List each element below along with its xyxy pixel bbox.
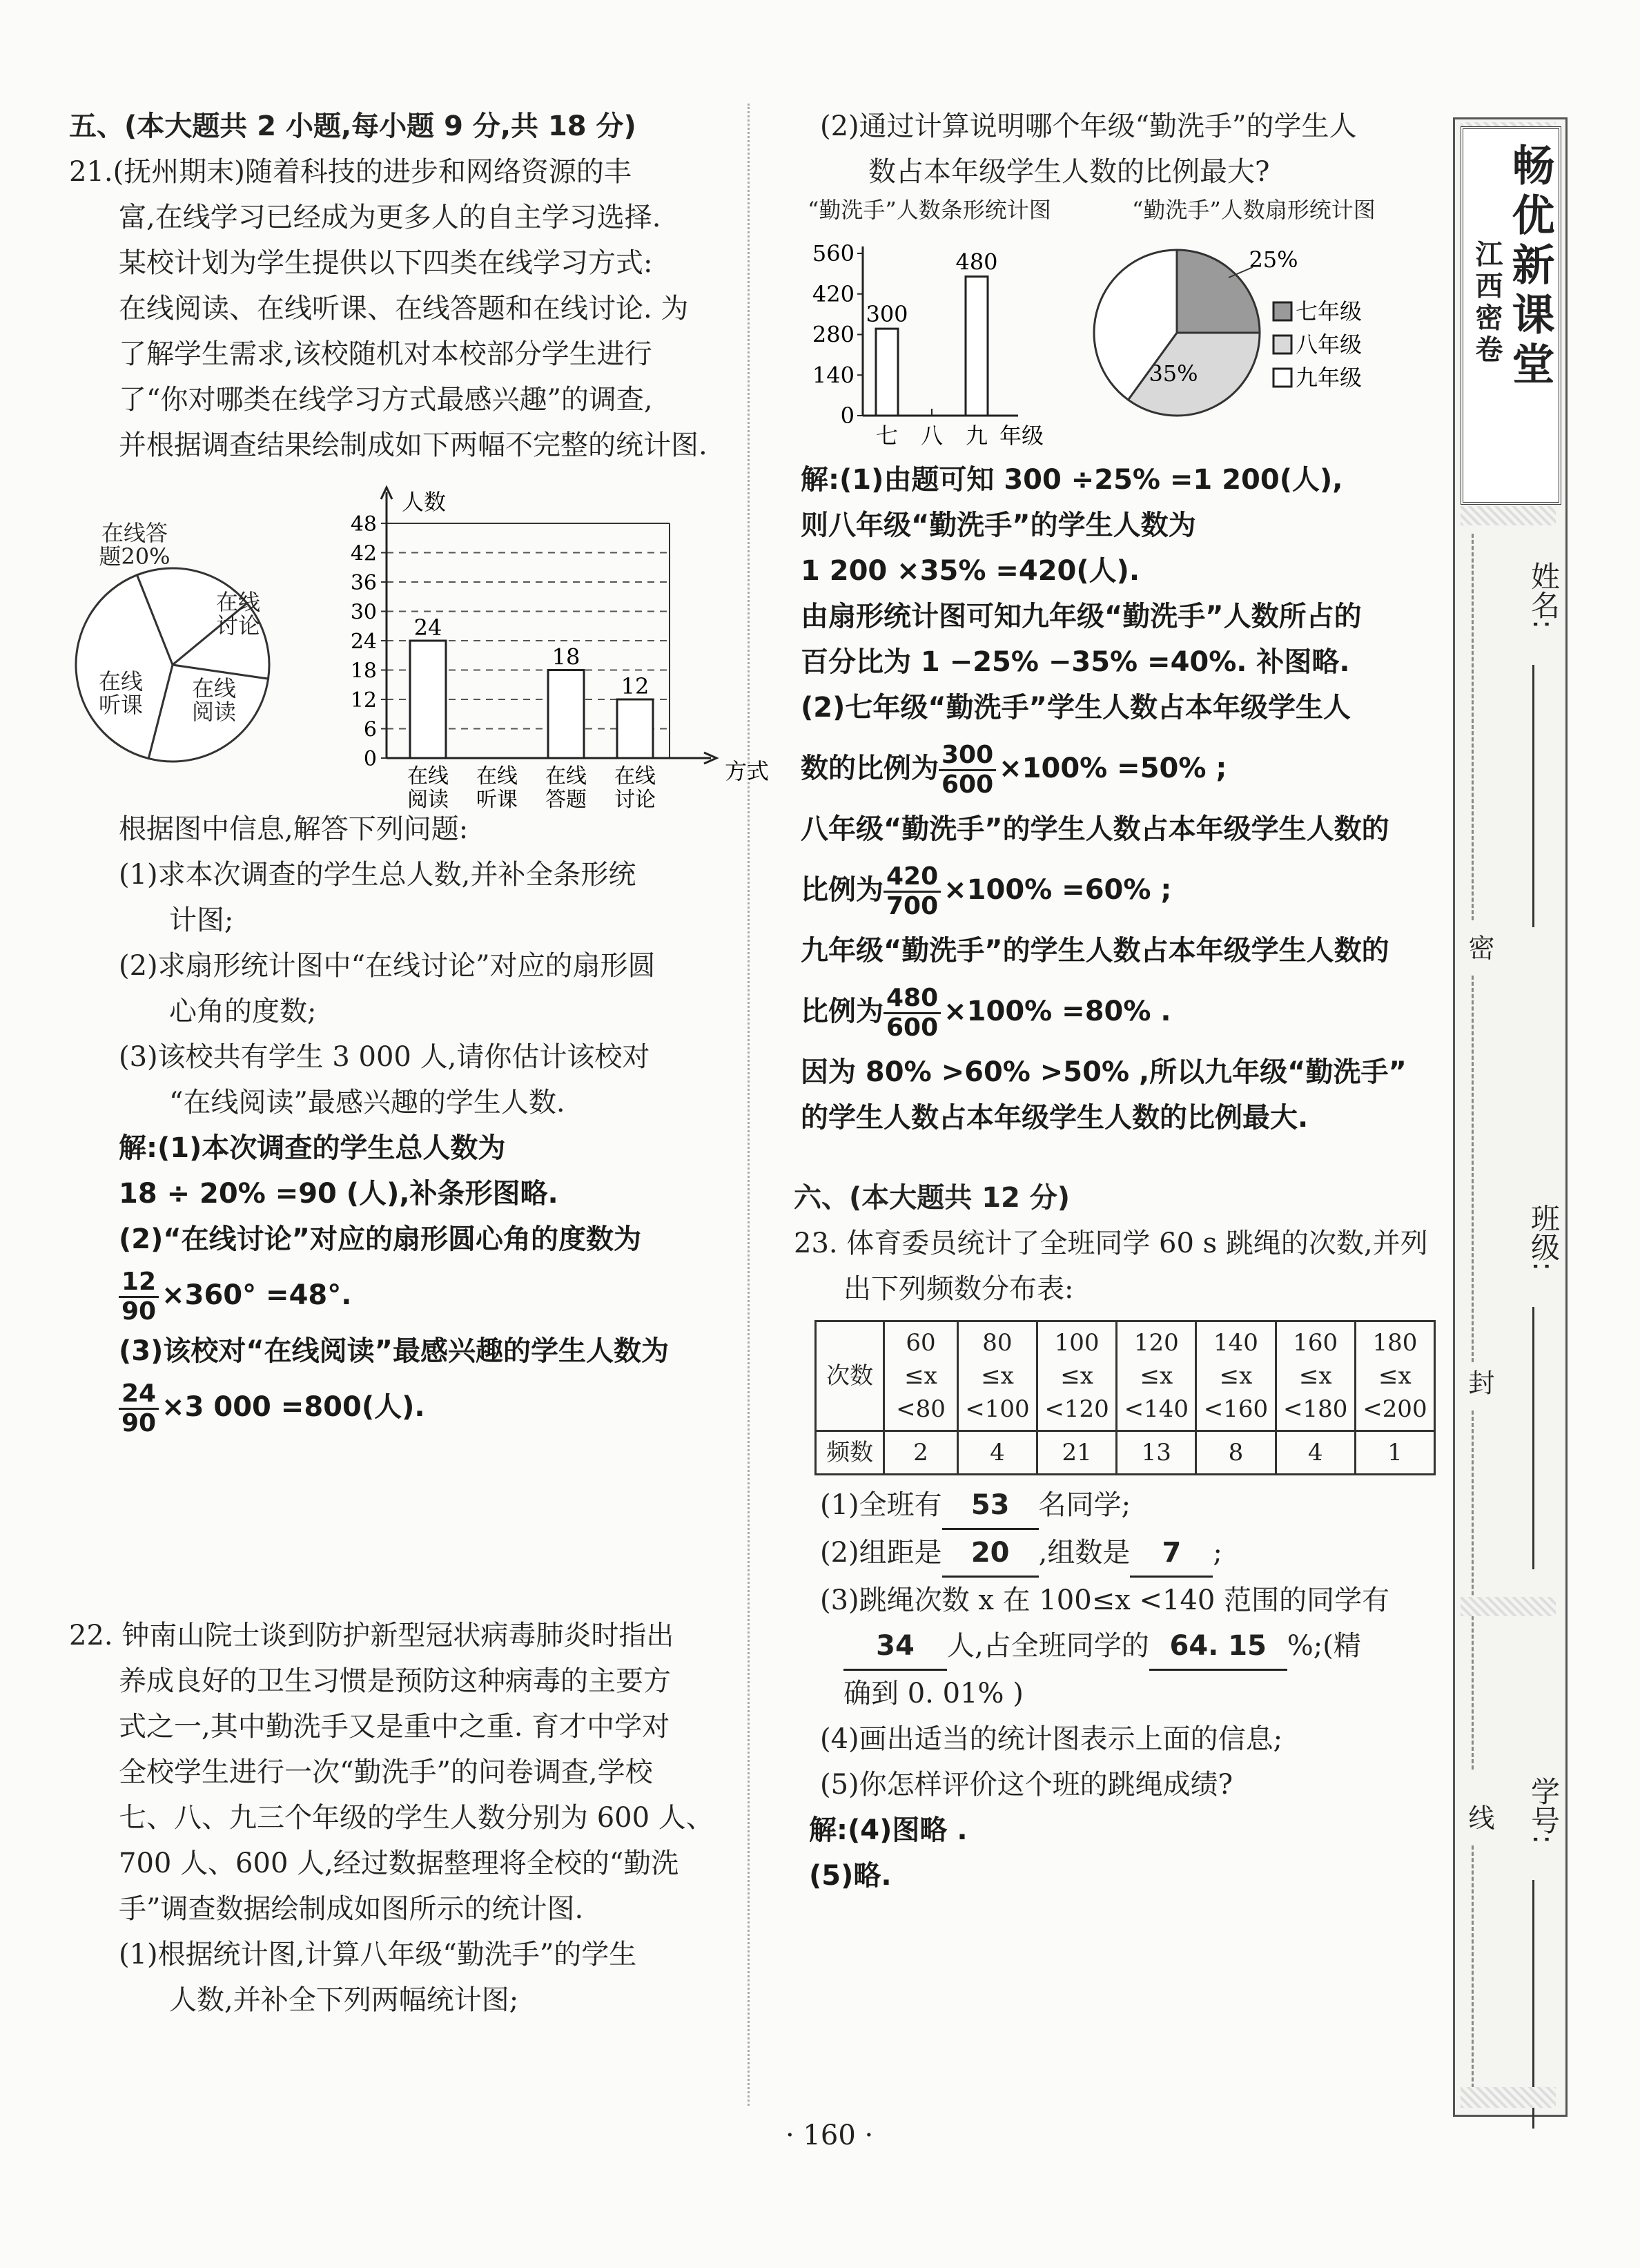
q22-sub1-cont: 人数,并补全下列两幅统计图; bbox=[169, 1984, 519, 2016]
seal-mark-feng: 封 bbox=[1464, 1369, 1494, 1395]
table-cell: 1 bbox=[1355, 1431, 1434, 1475]
frac-num: 24 bbox=[119, 1380, 159, 1410]
answer-blank: 20 bbox=[942, 1530, 1039, 1578]
q23-sub3-cont bbox=[794, 1623, 1436, 1671]
pie-slice-label: 在线 bbox=[215, 589, 261, 615]
answer-blank: 7 bbox=[1130, 1530, 1213, 1578]
q22-sol-frac-line bbox=[801, 973, 1436, 1049]
table-cell bbox=[884, 1321, 958, 1431]
text: (2)组距是 bbox=[820, 1537, 942, 1569]
q21-pie-chart bbox=[76, 520, 269, 762]
y-tick-label: 36 bbox=[350, 571, 377, 595]
text: %;(精 bbox=[1287, 1630, 1361, 1662]
q21-sol-line: (2)“在线讨论”对应的扇形圆心角的度数为 bbox=[119, 1223, 641, 1255]
answer-blank: 34 bbox=[843, 1623, 947, 1671]
q22-sol-line: 因为 80% >60% >50% ,所以九年级“勤洗手” bbox=[801, 1056, 1407, 1088]
y-tick-label: 280 bbox=[812, 321, 855, 348]
bar bbox=[617, 699, 653, 758]
q21-line: 并根据调查结果绘制成如下两幅不完整的统计图. bbox=[119, 429, 707, 461]
bar bbox=[966, 277, 988, 416]
brand-box bbox=[1461, 126, 1561, 505]
y-tick-label: 30 bbox=[350, 600, 377, 625]
bar bbox=[548, 670, 584, 759]
q21-sol-frac-line bbox=[119, 1374, 742, 1440]
y-tick-label: 6 bbox=[363, 717, 377, 742]
y-tick-label: 12 bbox=[350, 688, 377, 713]
q21-line: 在线阅读、在线听课、在线答题和在线讨论. 为 bbox=[119, 293, 689, 324]
section-5-header: 五、(本大题共 2 小题,每小题 9 分,共 18 分) bbox=[69, 110, 636, 142]
q21-sub2-cont: 心角的度数; bbox=[169, 996, 317, 1027]
name-field-line bbox=[1532, 665, 1534, 927]
q21-bar-chart bbox=[351, 487, 769, 812]
q23-sol-line: 解:(4)图略 . bbox=[809, 1814, 968, 1846]
x-tick-label: 阅读 bbox=[407, 788, 449, 812]
frac-num: 300 bbox=[939, 742, 996, 771]
pie-slice-label: 35% bbox=[1149, 360, 1198, 387]
pie-slice-label: 阅读 bbox=[191, 699, 237, 725]
table-cell-line: ≤x bbox=[981, 1362, 1014, 1390]
frac-rest: ×100% =60% ; bbox=[944, 874, 1172, 906]
q23-sub4: (4)画出适当的统计图表示上面的信息; bbox=[820, 1723, 1283, 1755]
table-row-label: 频数 bbox=[816, 1431, 884, 1475]
q23-line: 23. 体育委员统计了全班同学 60 s 跳绳的次数,并列 bbox=[794, 1228, 1428, 1259]
q21-line: 某校计划为学生提供以下四类在线学习方式: bbox=[119, 247, 653, 279]
q22-sol-frac-line bbox=[801, 852, 1436, 928]
q22-line: 22. 钟南山院士谈到防护新型冠状病毒肺炎时指出 bbox=[69, 1620, 674, 1651]
fraction bbox=[939, 742, 996, 799]
frac-pre: 比例为 bbox=[801, 874, 884, 906]
table-cell-line: ≤x bbox=[1140, 1362, 1173, 1390]
x-tick-label: 在线 bbox=[476, 764, 518, 788]
legend-swatch bbox=[1273, 336, 1291, 353]
table-cell-line: ≤x bbox=[1378, 1362, 1412, 1390]
q21-line: 富,在线学习已经成为更多人的自主学习选择. bbox=[119, 202, 661, 233]
frac-den: 600 bbox=[941, 770, 994, 799]
legend-label: 九年级 bbox=[1296, 365, 1363, 391]
y-tick-label: 42 bbox=[350, 541, 377, 566]
frac-rest: ×100% =50% ; bbox=[999, 753, 1227, 784]
legend-label: 八年级 bbox=[1296, 331, 1363, 358]
q22-line: 全校学生进行一次“勤洗手”的问卷调查,学校 bbox=[119, 1756, 653, 1788]
q22-bar-chart bbox=[812, 240, 1044, 449]
bar-value-label: 300 bbox=[866, 301, 908, 328]
frequency-table bbox=[814, 1320, 1436, 1475]
q21-solution bbox=[69, 1125, 742, 1440]
table-cell bbox=[957, 1321, 1037, 1431]
brand-subtitle: 江西密卷 bbox=[1471, 240, 1503, 367]
table-cell-line: 80 bbox=[982, 1329, 1013, 1357]
q21-sub1-cont: 计图; bbox=[169, 904, 234, 936]
id-label: 学号: bbox=[1527, 1776, 1561, 1845]
x-tick-label: 八 bbox=[920, 423, 944, 449]
table-cell-line: 160 bbox=[1293, 1329, 1338, 1357]
q22-sub2: (2)通过计算说明哪个年级“勤洗手”的学生人 bbox=[820, 110, 1357, 142]
y-tick-label: 48 bbox=[350, 512, 377, 536]
class-label: 班级: bbox=[1527, 1203, 1561, 1272]
q22-sub2-cont: 数占本年级学生人数的比例最大? bbox=[868, 156, 1270, 188]
q22-charts bbox=[794, 229, 1436, 457]
x-axis-label: 方式 bbox=[725, 758, 770, 784]
q23-sub1 bbox=[794, 1482, 1436, 1530]
q21-sub2: (2)求扇形统计图中“在线讨论”对应的扇形圆 bbox=[119, 950, 656, 982]
y-tick-label: 560 bbox=[812, 240, 855, 266]
q23-sol-line: (5)略. bbox=[809, 1860, 892, 1892]
table-cell-line: <140 bbox=[1124, 1395, 1189, 1423]
table-cell: 4 bbox=[957, 1431, 1037, 1475]
q21-sub3-cont: “在线阅读”最感兴趣的学生人数. bbox=[169, 1087, 565, 1118]
bar bbox=[410, 641, 446, 758]
frac-pre: 数的比例为 bbox=[801, 753, 939, 784]
name-label: 姓名: bbox=[1527, 561, 1561, 630]
q23-sub3: (3)跳绳次数 x 在 100≤x <140 范围的同学有 bbox=[820, 1584, 1390, 1616]
table-cell-line: ≤x bbox=[1219, 1362, 1253, 1390]
pie-slice-label: 在线 bbox=[98, 668, 144, 695]
q23-sub5: (5)你怎样评价这个班的跳绳成绩? bbox=[820, 1769, 1233, 1801]
q22-text bbox=[69, 1613, 742, 2023]
bar-value-label: 18 bbox=[551, 643, 580, 670]
legend-label: 七年级 bbox=[1296, 298, 1363, 324]
q21-sub3: (3)该校共有学生 3 000 人,请你估计该校对 bbox=[119, 1041, 650, 1073]
cut-line bbox=[1472, 534, 1474, 920]
legend-swatch bbox=[1273, 369, 1291, 387]
right-column bbox=[794, 104, 1436, 1899]
table-cell-line: ≤x bbox=[1298, 1362, 1332, 1390]
q21-line: 了“你对哪类在线学习方式最感兴趣”的调查, bbox=[119, 384, 653, 416]
bar-value-label: 24 bbox=[413, 614, 442, 641]
x-tick-label: 在线 bbox=[614, 764, 656, 788]
table-cell: 21 bbox=[1037, 1431, 1117, 1475]
answer-blank: 64. 15 bbox=[1149, 1623, 1287, 1671]
q22-sol-line: 百分比为 1 −25% −35% =40%. 补图略. bbox=[801, 646, 1350, 678]
left-column bbox=[69, 104, 770, 2023]
frac-pre: 比例为 bbox=[801, 996, 884, 1027]
class-field-line bbox=[1532, 1307, 1534, 1569]
frac-rest: ×100% =80% . bbox=[944, 996, 1171, 1027]
q21-sol-line: (3)该校对“在线阅读”最感兴趣的学生人数为 bbox=[119, 1335, 669, 1367]
y-tick-label: 0 bbox=[363, 747, 377, 771]
table-cell: 2 bbox=[884, 1431, 958, 1475]
seal-mark-mi: 密 bbox=[1464, 934, 1494, 960]
table-cell: 13 bbox=[1117, 1431, 1196, 1475]
frac-num: 12 bbox=[119, 1268, 159, 1298]
table-cell bbox=[1355, 1321, 1434, 1431]
column-divider bbox=[748, 104, 750, 2106]
y-axis-label: 人数 bbox=[402, 489, 447, 515]
q23-line: 出下列频数分布表: bbox=[843, 1273, 1074, 1305]
q22-line: 七、八、九三个年级的学生人数分别为 600 人、 bbox=[119, 1802, 714, 1834]
hatch-decoration bbox=[1461, 506, 1556, 525]
q22-sub1: (1)根据统计图,计算八年级“勤洗手”的学生 bbox=[119, 1939, 637, 1970]
text: 名同学; bbox=[1038, 1489, 1131, 1521]
frac-rest: ×3 000 =800(人). bbox=[162, 1391, 425, 1423]
q23-sub2 bbox=[794, 1530, 1436, 1578]
table-cell-line: <160 bbox=[1203, 1395, 1269, 1423]
pie-slice-label: 25% bbox=[1249, 246, 1298, 273]
q22-sol-line: (2)七年级“勤洗手”学生人数占本年级学生人 bbox=[801, 692, 1351, 724]
q21-charts bbox=[69, 475, 770, 812]
bar bbox=[876, 329, 898, 416]
q22-line: 养成良好的卫生习惯是预防这种病毒的主要方 bbox=[119, 1665, 671, 1697]
frac-den: 90 bbox=[121, 1408, 157, 1437]
fraction bbox=[884, 863, 941, 920]
table-cell-line: 60 bbox=[906, 1329, 936, 1357]
pie-slice-label: 听课 bbox=[98, 692, 144, 718]
q22-sol-line: 解:(1)由题可知 300 ÷25% =1 200(人), bbox=[801, 464, 1343, 496]
table-row bbox=[816, 1431, 1435, 1475]
cut-line bbox=[1472, 976, 1474, 1362]
q21-intro: 根据图中信息,解答下列问题: bbox=[119, 813, 469, 845]
fraction bbox=[119, 1268, 159, 1326]
pie-chart-caption: “勤洗手”人数扇形统计图 bbox=[1132, 197, 1376, 223]
frac-num: 420 bbox=[884, 863, 941, 893]
table-cell-line: 120 bbox=[1133, 1329, 1179, 1357]
x-tick-label: 听课 bbox=[476, 788, 518, 812]
q21-sol-frac-line bbox=[119, 1262, 742, 1328]
table-cell-line: ≤x bbox=[1060, 1362, 1093, 1390]
q22-sol-line: 八年级“勤洗手”的学生人数占本年级学生人数的 bbox=[801, 813, 1389, 845]
table-cell: 4 bbox=[1276, 1431, 1355, 1475]
q22-line: 式之一,其中勤洗手又是重中之重. 育才中学对 bbox=[119, 1711, 670, 1743]
pie-slice bbox=[1177, 250, 1260, 333]
table-row bbox=[816, 1321, 1435, 1431]
y-tick-label: 140 bbox=[812, 362, 855, 389]
answer-blank: 53 bbox=[942, 1482, 1039, 1530]
hatch-decoration bbox=[1461, 2087, 1556, 2108]
table-cell-line: <180 bbox=[1282, 1395, 1348, 1423]
q22-sol-line: 由扇形统计图可知九年级“勤洗手”人数所占的 bbox=[801, 601, 1362, 632]
fraction bbox=[884, 985, 941, 1042]
text: ; bbox=[1213, 1537, 1222, 1569]
x-tick-label: 答题 bbox=[545, 788, 587, 812]
fraction bbox=[119, 1380, 159, 1437]
q21-sol-line: 18 ÷ 20% =90 (人),补条形图略. bbox=[119, 1178, 558, 1210]
table-cell-line: <100 bbox=[965, 1395, 1030, 1423]
table-cell-line: <80 bbox=[896, 1395, 946, 1423]
bar-chart-caption: “勤洗手”人数条形统计图 bbox=[808, 197, 1051, 223]
x-tick-label: 七 bbox=[875, 423, 899, 449]
pie-slice-label: 在线答 bbox=[101, 520, 168, 546]
pie-slice-label: 讨论 bbox=[215, 612, 261, 639]
q22-chart-captions bbox=[794, 195, 1436, 229]
table-row-label: 次数 bbox=[816, 1321, 884, 1431]
q21-line: 21.(抚州期末)随着科技的进步和网络资源的丰 bbox=[69, 156, 632, 188]
y-tick-label: 18 bbox=[350, 659, 377, 684]
cut-line bbox=[1472, 1411, 1474, 1770]
table-cell bbox=[1037, 1321, 1117, 1431]
q21-sol-line: 解:(1)本次调查的学生总人数为 bbox=[119, 1132, 506, 1164]
table-cell bbox=[1276, 1321, 1355, 1431]
q22-sol-frac-line bbox=[801, 730, 1436, 806]
y-tick-label: 420 bbox=[812, 280, 855, 307]
q21-line: 了解学生需求,该校随机对本校部分学生进行 bbox=[119, 338, 652, 370]
cut-line bbox=[1472, 1845, 1474, 2094]
frac-den: 600 bbox=[886, 1013, 939, 1042]
text: 人,占全班同学的 bbox=[947, 1630, 1149, 1662]
bar-value-label: 480 bbox=[955, 249, 998, 275]
seal-mark-xian: 线 bbox=[1464, 1804, 1494, 1830]
x-tick-label: 在线 bbox=[545, 764, 587, 788]
pie-slice-label: 在线 bbox=[191, 675, 237, 701]
q22-pie-chart bbox=[1094, 246, 1362, 416]
page-number: · 160 · bbox=[785, 2120, 874, 2151]
x-tick-label: 在线 bbox=[407, 764, 449, 788]
table-cell: 8 bbox=[1196, 1431, 1276, 1475]
x-tick-label: 讨论 bbox=[614, 788, 656, 812]
x-axis-label: 年级 bbox=[999, 423, 1044, 449]
q22-sol-line: 1 200 ×35% =420(人). bbox=[801, 555, 1140, 587]
q22-line: 700 人、600 人,经过数据整理将全校的“勤洗 bbox=[119, 1848, 679, 1879]
binding-sidebar bbox=[1453, 117, 1568, 2117]
q23-sub3-end: 确到 0. 01% ) bbox=[843, 1678, 1024, 1709]
hatch-decoration bbox=[1461, 1597, 1556, 1616]
brand-title: 畅优新课堂 bbox=[1505, 143, 1555, 391]
pie-slice-label: 题20% bbox=[99, 543, 170, 570]
frac-den: 700 bbox=[886, 891, 939, 920]
q22-sol-line: 则八年级“勤洗手”的学生人数为 bbox=[801, 510, 1196, 541]
frac-den: 90 bbox=[121, 1297, 157, 1326]
frac-num: 480 bbox=[884, 985, 941, 1014]
q21-text bbox=[69, 149, 742, 468]
frac-rest: ×360° =48°. bbox=[162, 1279, 352, 1311]
table-cell-line: 140 bbox=[1213, 1329, 1258, 1357]
q22-solution bbox=[794, 457, 1436, 1141]
table-cell-line: ≤x bbox=[904, 1362, 937, 1390]
table-cell bbox=[1117, 1321, 1196, 1431]
table-cell-line: <120 bbox=[1044, 1395, 1109, 1423]
y-tick-label: 24 bbox=[350, 630, 377, 654]
section-6-header: 六、(本大题共 12 分) bbox=[794, 1182, 1071, 1214]
y-tick-label: 0 bbox=[840, 403, 855, 429]
text: ,组数是 bbox=[1038, 1537, 1131, 1569]
q22-sol-line: 九年级“勤洗手”的学生人数占本年级学生人数的 bbox=[801, 935, 1389, 967]
q22-line: 手”调查数据绘制成如图所示的统计图. bbox=[119, 1893, 584, 1925]
q22-sol-line: 的学生人数占本年级学生人数的比例最大. bbox=[801, 1102, 1309, 1134]
q21-sub1: (1)求本次调查的学生总人数,并补全条形统 bbox=[119, 859, 636, 891]
table-cell-line: 100 bbox=[1054, 1329, 1100, 1357]
text: (1)全班有 bbox=[820, 1489, 942, 1521]
legend-swatch bbox=[1273, 302, 1291, 320]
x-tick-label: 九 bbox=[965, 423, 988, 449]
table-cell-line: 180 bbox=[1372, 1329, 1418, 1357]
bar-value-label: 12 bbox=[621, 673, 650, 699]
table-cell bbox=[1196, 1321, 1276, 1431]
table-cell-line: <200 bbox=[1363, 1395, 1427, 1423]
